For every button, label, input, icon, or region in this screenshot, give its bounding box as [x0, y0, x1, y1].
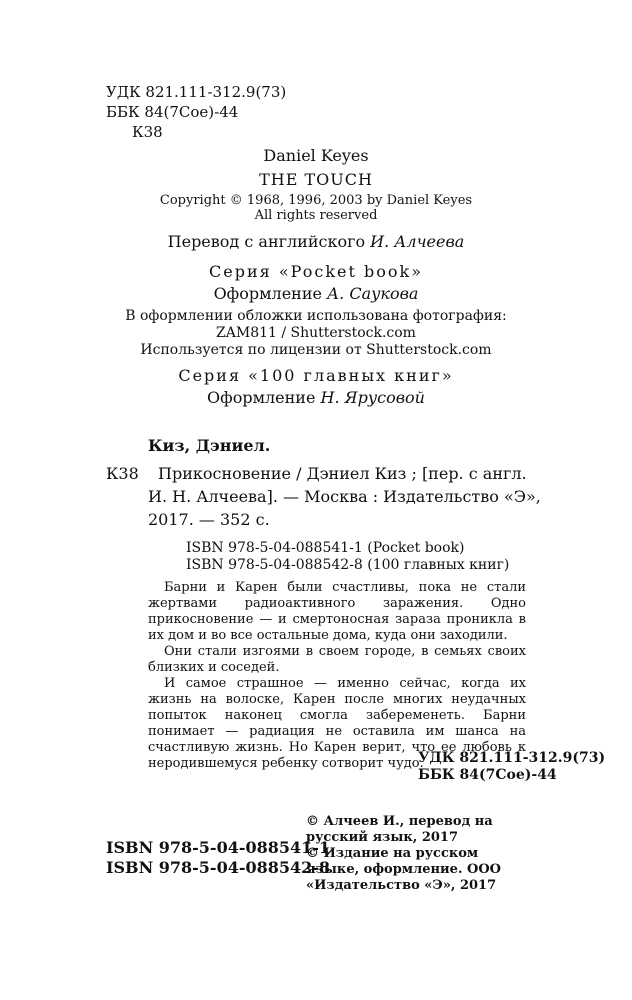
- original-title: THE TOUCH: [259, 170, 373, 189]
- catalog-line-2: И. Н. Алчеева]. — Москва : Издательство «Э»,: [148, 487, 541, 506]
- translator-name: И. Алчеева: [370, 232, 465, 251]
- bbk-code: ББК 84(7Сое)-44: [106, 103, 239, 121]
- copyright-line: Copyright © 1968, 1996, 2003 by Daniel Keyes: [159, 193, 473, 208]
- license-note: Используется по лицензии от Shutterstock.com: [140, 342, 492, 358]
- copyright-edition: © Издание на русском языке, оформление. ООО «Издательство «Э», 2017: [306, 846, 501, 893]
- copyright-translation: © Алчеев И., перевод на русский язык, 2017: [306, 814, 493, 845]
- udk-code: УДК 821.111-312.9(73): [106, 83, 287, 101]
- translation-line: [106, 232, 526, 252]
- designer-1: А. Саукова: [327, 284, 419, 303]
- annotation: [148, 580, 526, 772]
- design-prefix-2: Оформление: [207, 388, 321, 407]
- rights-line: All rights reserved: [254, 208, 378, 223]
- catalog-isbn-1: ISBN 978-5-04-088541-1 (Pocket book): [186, 540, 465, 556]
- footer-udk-code: УДК 821.111-312.9(73): [418, 750, 606, 766]
- series-100-books: Серия «100 главных книг»: [178, 366, 454, 385]
- catalog-isbn-2: ISBN 978-5-04-088542-8 (100 главных книг): [186, 557, 510, 573]
- translation-prefix: Перевод с английского: [167, 232, 371, 251]
- bottom-isbn-1: ISBN 978-5-04-088541-1: [106, 838, 331, 857]
- design-prefix-1: Оформление: [213, 284, 328, 303]
- catalog-line-3: 2017. — 352 с.: [148, 510, 270, 529]
- design-line-1: [106, 284, 526, 304]
- photo-credit: ZAM811 / Shutterstock.com: [216, 325, 416, 341]
- author-sign-code: К38: [132, 123, 163, 141]
- annotation-paragraph-3: И самое страшное — именно сейчас, когда их жизнь на волоске, Карен после многих неудачных попыток наконец смогла забеременеть. Барни понимает — радиация не оставила им шанса на счастливую жизнь. Но Карен верит, что ее любовь к неродившемуся ребенку сотворит чудо.: [148, 676, 526, 771]
- annotation-paragraph-1: Барни и Карен были счастливы, пока не стали жертвами радиоактивного заражения. Одно прикосновение — и смертоносная зараза проникла в их дом и во все остальные дома, куда они заходили.: [148, 580, 526, 643]
- original-author: Daniel Keyes: [263, 146, 369, 165]
- catalog-author-entry: Киз, Дэниел.: [148, 436, 271, 455]
- cover-photo-note: В оформлении обложки использована фотография:: [125, 308, 507, 324]
- designer-2: Н. Ярусовой: [320, 388, 425, 407]
- annotation-paragraph-2: Они стали изгоями в своем городе, в семьях своих близких и соседей.: [148, 644, 526, 675]
- design-line-2: [106, 388, 526, 408]
- catalog-code: К38: [106, 464, 139, 483]
- footer-bbk-code: ББК 84(7Сое)-44: [418, 767, 557, 783]
- catalog-line-1: Прикосновение / Дэниел Киз ; [пер. с англ.: [158, 464, 527, 483]
- series-pocket-book: Серия «Pocket book»: [209, 262, 423, 281]
- bottom-isbn-2: ISBN 978-5-04-088542-8: [106, 858, 331, 877]
